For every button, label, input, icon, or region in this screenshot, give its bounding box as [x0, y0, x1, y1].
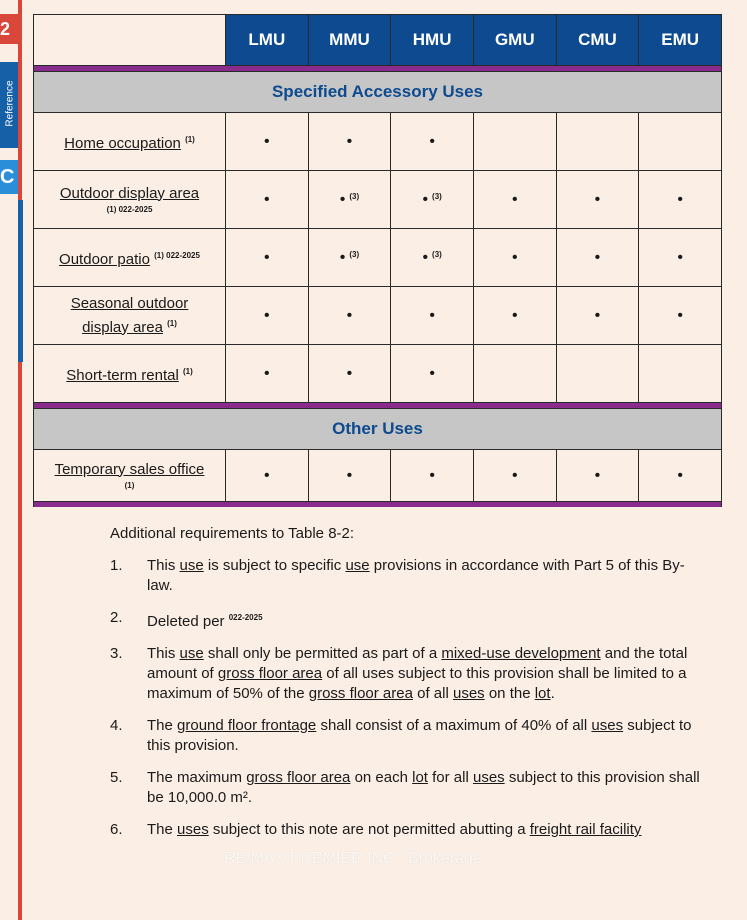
note-item: [110, 556, 710, 596]
permitted-bullet: •: [511, 190, 518, 208]
permitted-bullet: •: [511, 306, 518, 324]
defined-term-link[interactable]: lot: [412, 769, 428, 786]
permitted-bullet: •: [264, 306, 270, 324]
use-label: [34, 229, 226, 287]
column-header: EMU: [639, 15, 722, 66]
purple-rule-row: [34, 502, 722, 508]
column-header: HMU: [391, 15, 474, 66]
margin-red-rule: [18, 0, 22, 920]
permission-cell: [473, 171, 556, 229]
defined-term-link[interactable]: use: [179, 557, 204, 574]
permitted-bullet: •: [594, 466, 601, 484]
use-label: [34, 171, 226, 229]
permitted-bullet: •: [264, 248, 270, 266]
note-number: 3.: [110, 645, 123, 662]
permitted-bullet: •: [677, 248, 683, 266]
use-link[interactable]: Temporary sales office: [54, 460, 205, 478]
permitted-bullet: •: [429, 306, 435, 324]
note-text: on the: [484, 685, 535, 702]
permission-cell: [473, 113, 556, 171]
note-text: subject to this note are not permitted abutting a: [208, 821, 530, 838]
note-text: is subject to specific: [203, 557, 346, 574]
use-link[interactable]: Outdoor patio: [59, 250, 150, 268]
note-text: and the total amount of: [147, 645, 688, 682]
footnote-ref: (1): [182, 366, 193, 376]
additional-requirements: [110, 524, 710, 852]
permission-cell: [391, 287, 474, 345]
permission-cell: [226, 287, 309, 345]
permitted-bullet: •: [346, 306, 353, 324]
column-header: CMU: [556, 15, 639, 66]
note-item: [110, 820, 710, 840]
permission-cell: [391, 450, 474, 502]
note-number: 1.: [110, 557, 123, 574]
permission-cell: [391, 171, 474, 229]
zoning-use-table: [33, 14, 722, 507]
footnote-ref: (1): [124, 480, 135, 490]
permission-cell: [308, 229, 391, 287]
section-title: Specified Accessory Uses: [34, 72, 722, 113]
table-row: [34, 113, 722, 171]
permitted-bullet: •: [677, 190, 683, 208]
note-number: 5.: [110, 769, 123, 786]
use-link[interactable]: Short-term rental: [66, 366, 179, 384]
note-number: 2.: [110, 609, 123, 626]
permitted-bullet: •: [429, 466, 435, 484]
permission-cell: [308, 450, 391, 502]
permitted-bullet: •: [677, 306, 683, 324]
permission-cell: [391, 229, 474, 287]
permission-cell: [639, 171, 722, 229]
note-item: [110, 644, 710, 704]
permitted-bullet: •: [339, 190, 346, 208]
permitted-bullet: •: [677, 466, 683, 484]
cell-footnote-ref: (3): [349, 191, 360, 201]
notes-intro: Additional requirements to Table 8-2:: [110, 525, 355, 542]
footnote-ref: (1): [167, 318, 177, 328]
permitted-bullet: •: [264, 364, 270, 382]
column-header: GMU: [473, 15, 556, 66]
margin-blue-rule: [18, 200, 23, 362]
permitted-bullet: •: [346, 466, 353, 484]
note-text: .: [550, 685, 555, 702]
permitted-bullet: •: [594, 248, 601, 266]
note-number: 6.: [110, 821, 123, 838]
permission-cell: [639, 345, 722, 403]
note-text: Deleted per: [147, 613, 229, 630]
table-row: [34, 345, 722, 403]
permission-cell: [473, 450, 556, 502]
note-text: The maximum: [147, 769, 247, 786]
permission-cell: [473, 287, 556, 345]
permission-cell: [308, 171, 391, 229]
defined-term-link[interactable]: mixed-use development: [441, 645, 601, 662]
header-blank-cell: [34, 15, 226, 66]
permitted-bullet: •: [422, 248, 429, 266]
note-text: on each: [350, 769, 413, 786]
cell-footnote-ref: (3): [432, 191, 442, 201]
note-number: 4.: [110, 717, 123, 734]
permission-cell: [639, 229, 722, 287]
note-text: subject to this provision.: [147, 717, 692, 754]
cell-footnote-ref: (3): [349, 249, 360, 259]
permission-cell: [639, 287, 722, 345]
permission-cell: [639, 113, 722, 171]
permission-cell: [226, 229, 309, 287]
reference-tab[interactable]: Reference: [0, 62, 18, 148]
note-item: [110, 608, 710, 632]
permission-cell: [556, 113, 639, 171]
defined-term-link[interactable]: lot: [534, 685, 551, 702]
use-label: [34, 287, 226, 345]
notes-list: [110, 556, 710, 840]
permission-cell: [473, 345, 556, 403]
note-item: [110, 716, 710, 756]
section-row: [34, 409, 722, 450]
table-row: [34, 229, 722, 287]
defined-term-link[interactable]: use: [345, 557, 370, 574]
note-text: The: [147, 821, 178, 838]
note-superscript: 022-2025: [228, 613, 263, 622]
defined-term-link[interactable]: uses: [452, 685, 485, 702]
permitted-bullet: •: [511, 248, 518, 266]
permission-cell: [556, 287, 639, 345]
column-header: LMU: [226, 15, 309, 66]
permission-cell: [556, 345, 639, 403]
permission-cell: [556, 229, 639, 287]
note-text: for all: [427, 769, 473, 786]
cell-footnote-ref: (3): [432, 249, 442, 259]
defined-term-link[interactable]: ground floor frontage: [177, 717, 317, 734]
use-link[interactable]: Seasonal outdoor: [70, 294, 189, 312]
permission-cell: [226, 113, 309, 171]
permission-cell: [226, 345, 309, 403]
use-link[interactable]: Home occupation: [64, 134, 181, 152]
permission-cell: [556, 450, 639, 502]
section-row: [34, 72, 722, 113]
use-link[interactable]: Outdoor display area: [59, 184, 200, 202]
permitted-bullet: •: [594, 190, 601, 208]
permission-cell: [226, 450, 309, 502]
note-text: This: [147, 557, 180, 574]
note-text: shall only be permitted as part of a: [203, 645, 442, 662]
permission-cell: [556, 171, 639, 229]
defined-term-link[interactable]: uses: [177, 821, 209, 838]
section-letter-tab[interactable]: C: [0, 160, 18, 194]
permitted-bullet: •: [422, 190, 429, 208]
table-row: [34, 287, 722, 345]
permitted-bullet: •: [429, 364, 435, 382]
permission-cell: [391, 113, 474, 171]
permitted-bullet: •: [429, 132, 435, 150]
permitted-bullet: •: [511, 466, 518, 484]
permitted-bullet: •: [264, 466, 270, 484]
note-text: This: [147, 645, 180, 662]
note-item: [110, 768, 710, 808]
defined-term-link[interactable]: use: [179, 645, 204, 662]
permitted-bullet: •: [264, 132, 270, 150]
defined-term-link[interactable]: uses: [591, 717, 624, 734]
use-link-line2[interactable]: display area: [82, 318, 163, 336]
note-text: The: [147, 717, 178, 734]
table-row: [34, 171, 722, 229]
footnote-ref: (1) 022-2025: [154, 250, 200, 260]
permission-cell: [308, 287, 391, 345]
note-text: provisions in accordance with Part 5 of this By-law.: [147, 557, 685, 594]
permitted-bullet: •: [339, 248, 346, 266]
defined-term-link[interactable]: uses: [472, 769, 505, 786]
watermark: RE/MAX PREMIER INC., Brokerage: [224, 850, 482, 867]
table-header-row: [34, 15, 722, 66]
permission-cell: [308, 113, 391, 171]
note-text: of all uses subject to this provision shall be limited to a maximum of 50% of the: [147, 665, 687, 702]
use-label: [34, 113, 226, 171]
defined-term-link[interactable]: gross floor area: [308, 685, 413, 702]
use-label: [34, 450, 226, 502]
permission-cell: [226, 171, 309, 229]
use-label: [34, 345, 226, 403]
permitted-bullet: •: [346, 364, 353, 382]
permission-cell: [473, 229, 556, 287]
column-header: MMU: [308, 15, 391, 66]
defined-term-link[interactable]: gross floor area: [217, 665, 323, 682]
permitted-bullet: •: [346, 132, 353, 150]
footnote-ref: (1) 022-2025: [106, 204, 153, 214]
note-text: shall consist of a maximum of 40% of all: [316, 717, 592, 734]
purple-rule: [34, 502, 722, 508]
table-row: [34, 450, 722, 502]
permission-cell: [391, 345, 474, 403]
permitted-bullet: •: [264, 190, 270, 208]
chapter-number-tab[interactable]: 2: [0, 14, 18, 44]
defined-term-link[interactable]: gross floor area: [246, 769, 351, 786]
note-text: of all: [412, 685, 453, 702]
section-title: Other Uses: [34, 409, 722, 450]
footnote-ref: (1): [185, 134, 195, 144]
permission-cell: [639, 450, 722, 502]
defined-term-link[interactable]: freight rail facility: [529, 821, 642, 838]
permission-cell: [308, 345, 391, 403]
note-text: subject to this provision shall be 10,000.0 m².: [147, 769, 700, 806]
permitted-bullet: •: [594, 306, 601, 324]
